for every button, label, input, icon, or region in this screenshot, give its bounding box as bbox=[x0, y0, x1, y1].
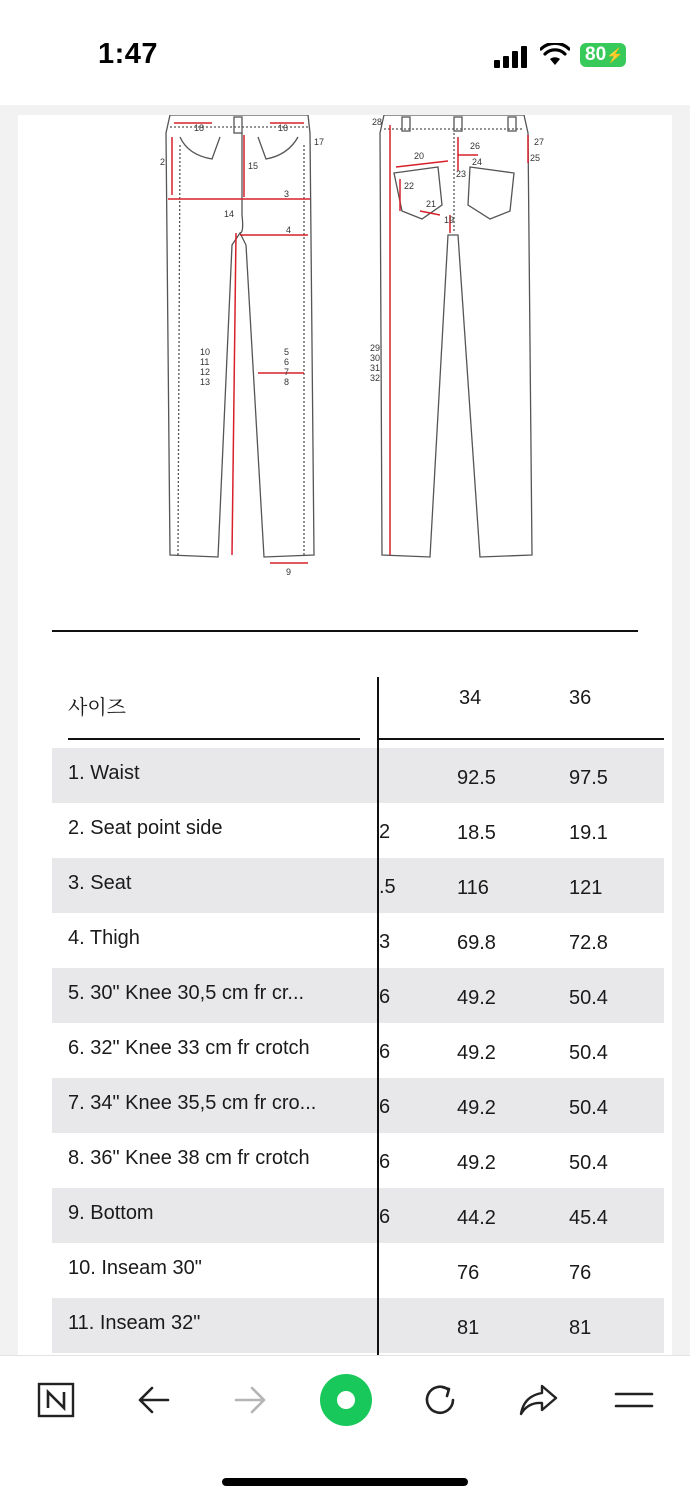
svg-text:27: 27 bbox=[534, 137, 545, 147]
measurement-label: 7. 34" Knee 35,5 cm fr cro... bbox=[68, 1092, 317, 1114]
size-chart-card bbox=[18, 115, 672, 1355]
value-size-34: 69.8 bbox=[457, 932, 496, 954]
forward-icon[interactable] bbox=[228, 1378, 272, 1422]
svg-text:18: 18 bbox=[194, 123, 205, 133]
section-divider bbox=[52, 630, 638, 632]
value-size-34: 81 bbox=[457, 1317, 480, 1339]
svg-text:24: 24 bbox=[472, 157, 483, 167]
svg-text:29: 29 bbox=[370, 343, 381, 353]
partial-value: .5 bbox=[379, 876, 396, 898]
partial-value: 6 bbox=[379, 1096, 391, 1118]
table-row bbox=[52, 1243, 664, 1298]
back-jeans bbox=[380, 115, 532, 557]
value-size-34: 116 bbox=[457, 877, 489, 899]
partial-value: 6 bbox=[379, 986, 391, 1008]
svg-text:13: 13 bbox=[200, 377, 211, 387]
wifi-icon bbox=[540, 43, 570, 67]
share-icon[interactable] bbox=[516, 1378, 560, 1422]
value-size-34: 49.2 bbox=[457, 1152, 496, 1174]
partial-value: 6 bbox=[379, 1041, 391, 1063]
svg-text:14: 14 bbox=[224, 209, 235, 219]
size-column-header: 36 bbox=[569, 687, 592, 709]
value-size-34: 76 bbox=[457, 1262, 480, 1284]
value-size-36: 72.8 bbox=[569, 932, 608, 954]
value-size-36: 50.4 bbox=[569, 987, 608, 1009]
value-size-36: 50.4 bbox=[569, 1152, 608, 1174]
measurement-label: 6. 32" Knee 33 cm fr crotch bbox=[68, 1037, 310, 1059]
partial-value: 6 bbox=[379, 1151, 391, 1173]
table-row bbox=[52, 913, 664, 968]
svg-text:11: 11 bbox=[200, 357, 210, 367]
table-row bbox=[52, 1078, 664, 1133]
value-size-34: 49.2 bbox=[457, 987, 496, 1009]
value-size-36: 50.4 bbox=[569, 1097, 608, 1119]
size-table-header bbox=[52, 675, 664, 740]
svg-text:8: 8 bbox=[284, 377, 290, 387]
size-column-header: 34 bbox=[459, 687, 482, 709]
value-size-34: 44.2 bbox=[457, 1207, 496, 1229]
svg-text:16: 16 bbox=[278, 123, 289, 133]
svg-text:22: 22 bbox=[404, 181, 415, 191]
measurement-label: 11. Inseam 32" bbox=[68, 1312, 201, 1334]
web-content[interactable] bbox=[0, 105, 690, 1355]
svg-text:25: 25 bbox=[530, 153, 541, 163]
front-jeans bbox=[166, 115, 314, 557]
measurement-label: 9. Bottom bbox=[68, 1202, 154, 1224]
table-row bbox=[52, 858, 664, 913]
measurement-label: 5. 30" Knee 30,5 cm fr cr... bbox=[68, 982, 305, 1004]
header-underline bbox=[68, 738, 360, 740]
battery-level: 80 bbox=[585, 44, 607, 65]
svg-text:3: 3 bbox=[284, 189, 290, 199]
svg-text:19: 19 bbox=[444, 215, 455, 225]
table-column-divider bbox=[377, 677, 379, 1355]
naver-home-icon[interactable] bbox=[34, 1378, 78, 1422]
status-time: 1:47 bbox=[98, 38, 159, 70]
svg-text:23: 23 bbox=[456, 169, 467, 179]
svg-text:30: 30 bbox=[370, 353, 381, 363]
table-row bbox=[52, 1023, 664, 1078]
back-icon[interactable] bbox=[132, 1378, 176, 1422]
svg-text:20: 20 bbox=[414, 151, 425, 161]
measurement-label: 1. Waist bbox=[68, 762, 140, 784]
svg-text:31: 31 bbox=[370, 363, 381, 373]
table-row bbox=[52, 968, 664, 1023]
table-row bbox=[52, 1188, 664, 1243]
svg-text:12: 12 bbox=[200, 367, 211, 377]
value-size-36: 121 bbox=[569, 877, 603, 899]
partial-value: 2 bbox=[379, 821, 391, 843]
value-size-34: 49.2 bbox=[457, 1097, 496, 1119]
table-row bbox=[52, 748, 664, 803]
measurement-label: 10. Inseam 30" bbox=[68, 1257, 202, 1279]
back-measure-numbers bbox=[370, 117, 544, 383]
header-underline bbox=[379, 738, 664, 740]
svg-text:26: 26 bbox=[470, 141, 481, 151]
green-dot-icon[interactable] bbox=[318, 1372, 374, 1428]
svg-text:10: 10 bbox=[200, 347, 211, 357]
value-size-36: 45.4 bbox=[569, 1207, 608, 1229]
size-header-label: 사이즈 bbox=[68, 697, 126, 719]
svg-text:17: 17 bbox=[314, 137, 325, 147]
signal-icon bbox=[494, 44, 530, 68]
measurement-label: 3. Seat bbox=[68, 872, 132, 894]
value-size-34: 49.2 bbox=[457, 1042, 496, 1064]
partial-value: 3 bbox=[379, 931, 391, 953]
value-size-36: 50.4 bbox=[569, 1042, 608, 1064]
svg-text:32: 32 bbox=[370, 373, 381, 383]
value-size-34: 92.5 bbox=[457, 767, 496, 789]
svg-text:5: 5 bbox=[284, 347, 290, 357]
battery-icon: 80⚡ bbox=[580, 43, 626, 67]
svg-text:6: 6 bbox=[284, 357, 290, 367]
jeans-measurement-diagram bbox=[158, 115, 558, 585]
value-size-36: 97.5 bbox=[569, 767, 608, 789]
value-size-36: 76 bbox=[569, 1262, 592, 1284]
svg-text:2: 2 bbox=[160, 157, 166, 167]
table-row bbox=[52, 1298, 664, 1353]
table-row bbox=[52, 1133, 664, 1188]
value-size-34: 18.5 bbox=[457, 822, 496, 844]
svg-text:7: 7 bbox=[284, 367, 290, 377]
svg-text:9: 9 bbox=[286, 567, 292, 577]
home-indicator[interactable] bbox=[222, 1478, 468, 1486]
refresh-icon[interactable] bbox=[418, 1378, 462, 1422]
svg-text:28: 28 bbox=[372, 117, 383, 127]
value-size-36: 19.1 bbox=[569, 822, 608, 844]
table-row bbox=[52, 803, 664, 858]
measurement-label: 8. 36" Knee 38 cm fr crotch bbox=[68, 1147, 310, 1169]
svg-text:21: 21 bbox=[426, 199, 437, 209]
value-size-36: 81 bbox=[569, 1317, 592, 1339]
status-bar bbox=[0, 0, 690, 105]
partial-value: 6 bbox=[379, 1206, 391, 1228]
measurement-label: 2. Seat point side bbox=[68, 817, 223, 839]
svg-text:4: 4 bbox=[286, 225, 292, 235]
measurement-label: 4. Thigh bbox=[68, 927, 140, 949]
svg-text:15: 15 bbox=[248, 161, 259, 171]
menu-icon[interactable] bbox=[612, 1378, 656, 1422]
